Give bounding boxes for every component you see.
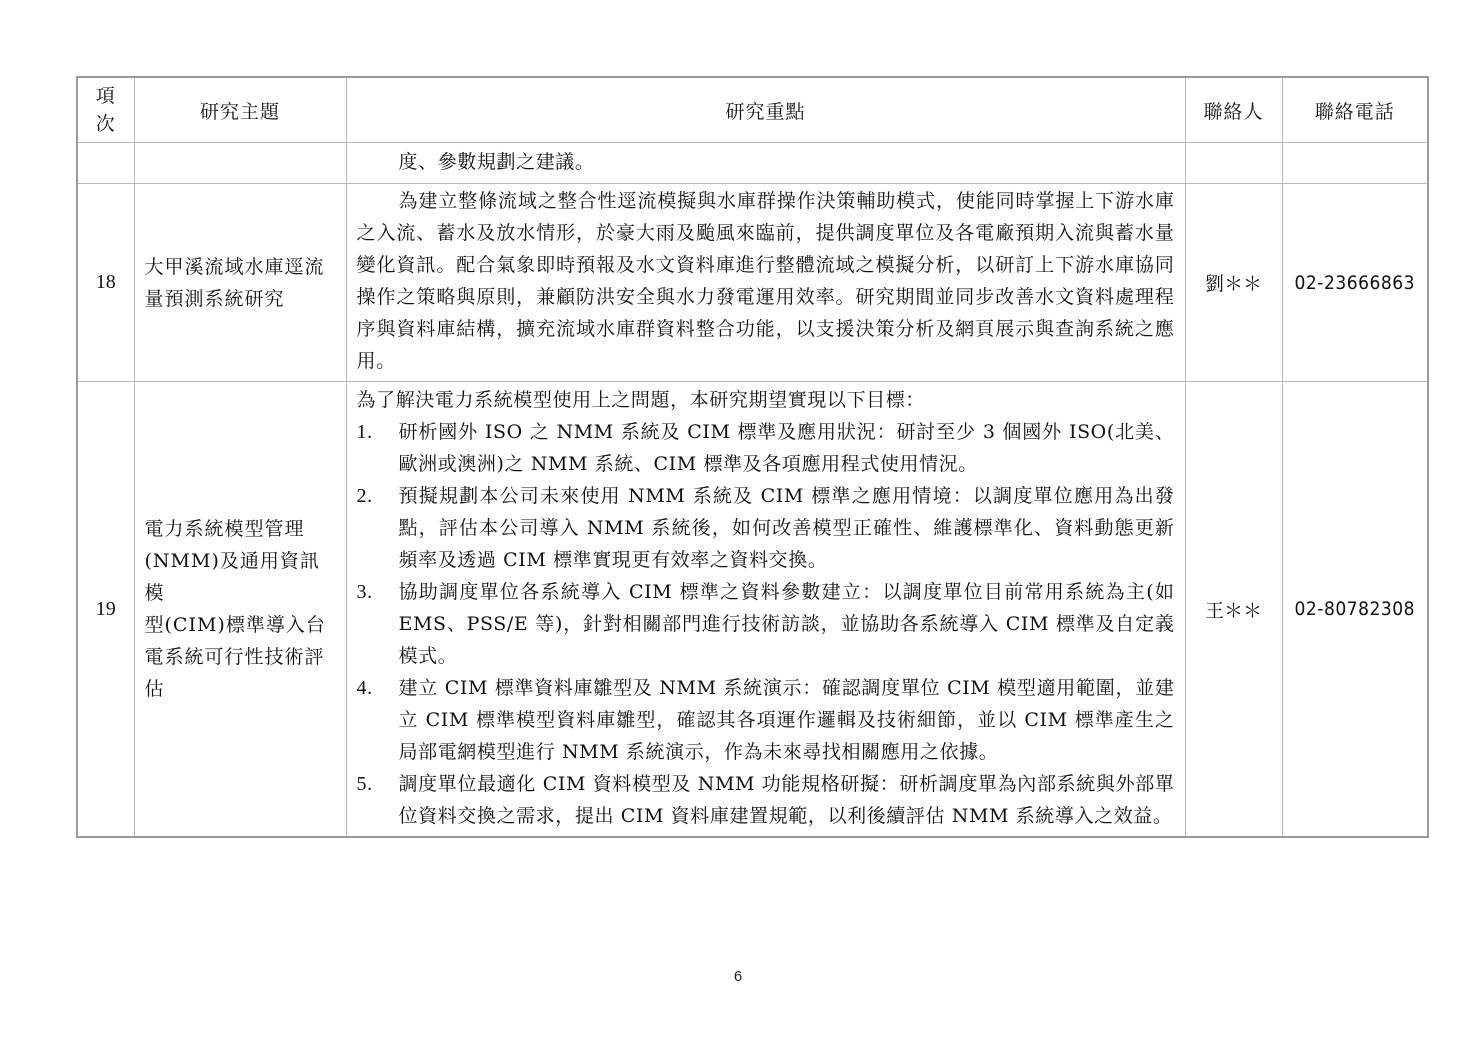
row-research-focus [346, 184, 1185, 382]
list-item [357, 576, 1175, 672]
goal-text: 預擬規劃本公司未來使用 NMM 系統及 CIM 標準之應用情境：以調度單位應用為出發點，評估本公司導入 NMM 系統後，如何改善模型正確性、維護標準化、資料動態更新頻率及透過 CIM 標準實現更有效率之資料交換。 [398, 485, 1175, 571]
goal-text: 研析國外 ISO 之 NMM 系統及 CIM 標準及應用狀況：研討至少 3 個國外 ISO(北美、歐洲或澳洲)之 NMM 系統、CIM 標準及各項應用程式使用情況。 [398, 421, 1175, 475]
header-research-focus: 研究重點 [346, 77, 1185, 143]
continuation-no-cell [77, 143, 134, 184]
table-header-row [77, 77, 1428, 143]
goal-number: 2. [356, 485, 373, 507]
header-item-number [77, 77, 134, 143]
goal-number: 1. [356, 421, 373, 443]
topic-line: 量預測系統研究 [144, 287, 285, 310]
row-item-number: 18 [77, 184, 134, 382]
row-contact-phone: 02-80782308 [1282, 382, 1428, 838]
research-topics-table [76, 76, 1429, 838]
continuation-phone-cell [1282, 143, 1428, 184]
topic-line: 大甲溪流域水庫逕流 [144, 255, 325, 278]
topic-line: 型(CIM)標準導入台 [144, 614, 326, 636]
row-item-number: 19 [77, 382, 134, 838]
table-row [77, 382, 1428, 838]
topic-line: 估 [144, 678, 165, 700]
row-research-topic [134, 184, 346, 382]
focus-paragraph: 為建立整條流域之整合性逕流模擬與水庫群操作決策輔助模式，使能同時掌握上下游水庫之入流、蓄水及放水情形，於豪大雨及颱風來臨前，提供調度單位及各電廠預期入流與蓄水量變化資訊。配合氣象即時預報及水文資料庫進行整體流域之模擬分析，以研訂上下游水庫協同操作之策略與原則，兼顧防洪安全與水力發電運用效率。研究期間並同步改善水文資料處理程序與資料庫結構，擴充流域水庫群資料整合功能，以支援決策分析及網頁展示與查詢系統之應用。 [356, 190, 1175, 372]
goal-number: 5. [356, 773, 373, 795]
list-item [357, 672, 1175, 768]
list-item [357, 768, 1175, 832]
goal-number: 3. [356, 581, 373, 603]
header-item-number-line2: 次 [95, 113, 116, 135]
goal-text: 調度單位最適化 CIM 資料模型及 NMM 功能規格研擬：研析調度單為內部系統與外部單位資料交換之需求，提出 CIM 資料庫建置規範，以利後續評估 NMM 系統導入之效益。 [398, 773, 1175, 827]
goal-list [357, 416, 1175, 832]
focus-intro: 為了解決電力系統模型使用上之問題，本研究期望實現以下目標： [356, 389, 925, 411]
continuation-contact-cell [1185, 143, 1282, 184]
goal-text: 協助調度單位各系統導入 CIM 標準之資料參數建立：以調度單位目前常用系統為主(如 EMS、PSS/E 等)，針對相關部門進行技術訪談，並協助各系統導入 CIM 標準及自定義模式。 [398, 581, 1175, 667]
row-research-topic [134, 382, 346, 838]
header-contact-person: 聯絡人 [1185, 77, 1282, 143]
page-number: 6 [733, 968, 743, 985]
list-item [357, 480, 1175, 576]
row-contact-phone: 02-23666863 [1282, 184, 1428, 382]
header-item-number-line1: 項 [95, 85, 116, 107]
topic-line: 電系統可行性技術評 [144, 646, 325, 668]
continuation-focus-text: 度、參數規劃之建議。 [398, 151, 595, 173]
topic-line: (NMM)及通用資訊模 [144, 550, 320, 604]
row-research-focus [346, 382, 1185, 838]
list-item [357, 416, 1175, 480]
table-row [77, 184, 1428, 382]
header-research-topic: 研究主題 [134, 77, 346, 143]
goal-number: 4. [356, 677, 373, 699]
continuation-topic-cell [134, 143, 346, 184]
row-contact-person: 劉＊＊ [1185, 184, 1282, 382]
topic-line: 電力系統模型管理 [144, 518, 305, 540]
header-contact-phone: 聯絡電話 [1282, 77, 1428, 143]
continuation-row [77, 143, 1428, 184]
continuation-focus-cell [346, 143, 1185, 184]
row-contact-person: 王＊＊ [1185, 382, 1282, 838]
goal-text: 建立 CIM 標準資料庫雛型及 NMM 系統演示：確認調度單位 CIM 模型適用範圍，並建立 CIM 標準模型資料庫雛型，確認其各項運作邏輯及技術細節，並以 CIM 標準產生之局部電網模型進行 NMM 系統演示，作為未來尋找相關應用之依據。 [398, 677, 1175, 763]
